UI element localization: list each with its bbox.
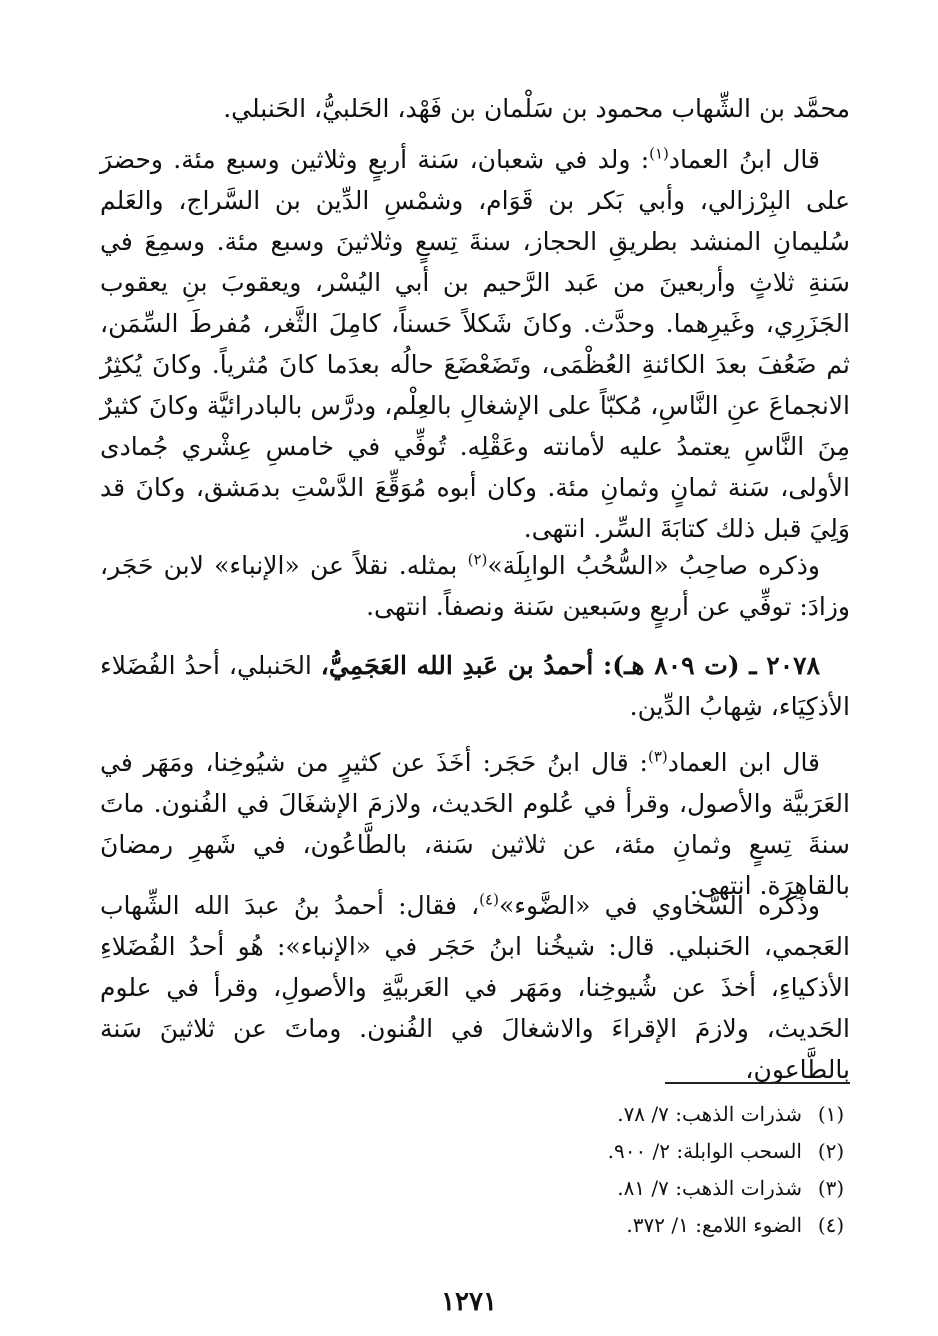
paragraph-text (100, 139, 850, 549)
footnote-text: شذرات الذهب: ٧/ ٨١. (617, 1176, 802, 1200)
footnote-text: السحب الوابلة: ٢/ ٩٠٠. (607, 1139, 802, 1163)
footnote-reference: (٤) (479, 890, 499, 909)
footnote-number: (٤) (817, 1213, 845, 1237)
paragraph-suhub-quote (100, 545, 850, 627)
paragraph-text-part: ، فقال: أحمدُ بنُ عبدَ الله الشِّهاب العَجمي، الحَنبلي. قال: شيخُنا ابنُ حَجَر في «الإنباء»: هُو أحدُ الفُضَلاءِ الأذكياءِ، أخذَ عن شُيوخِنا، ومَهَر في العَربيَّةِ والأصولِ، وقرأ في علوم الحَديث، ولازمَ الإقراءَ والاشغالَ في الفُنون. وماتَ عن ثلاثينَ سَنة بالطَّاعون، (100, 891, 850, 1084)
paragraph-entry-continuation (100, 88, 850, 129)
paragraph-text (100, 742, 850, 906)
entry-description: الحَنبلي، أحدُ الفُضَلاء الأذكِيَاء، شِهابُ الدِّين. (100, 651, 850, 721)
footnote-number: (٣) (817, 1176, 845, 1200)
paragraph-text-part: بمثله. نقلاً عن «الإنباء» لابن حَجَر، وزادَ: توفِّي عن أربعٍ وسَبعين سَنة ونصفاً. انتهى. (100, 551, 850, 621)
paragraph-text-part: وذكره صاحِبُ «السُّحُبُ الوابِلَة» (487, 551, 820, 580)
footnote-number: (٢) (817, 1139, 845, 1163)
footnote-text: الضوء اللامع: ١/ ٣٧٢. (626, 1213, 802, 1237)
paragraph-text-part: : ولد في شعبان، سَنة أربعٍ وثلاثين وسبع مئة. وحضرَ على البِرْزالي، وأبي بَكر بن قَوَام، وشمْسِ الدِّين بن السَّراج، والعَلم سُليمانِ المنشد بطريقِ الحجاز، سنةَ تِسعٍ وثلاثينَ وسبع مئة. وسمِعَ في سَنةِ ثلاثٍ وأربعينَ من عَبد الرَّحيم بن أبي اليُسْر، ويعقوبَ بنِ يعقوب الجَزَرِي، وغَيرِهما. وحدَّث. وكانَ شَكلاً حَسناً، كامِلَ الثَّغر، مُفرطَ السِّمَن، ثم ضَعُفَ بعدَ الكائنةِ العُظْمَى، وتَضَعْضَعَ حالُه بعدَما كانَ مُثرياً. وكانَ يُكثِرُ الانجماعَ عنِ النَّاسِ، مُكبّاً على الإشغالِ بالعِلْم، ودرَّس بالبادرائيَّة وكانَ كثيرٌ مِنَ النَّاسِ يعتمدُ عليه لأمانته وعَقْلِه. تُوفِّي في خامسِ عِشْري جُمادى الأولى، سَنة ثمانٍ وثمانِ مئة. وكان أبوه مُوَقِّعَ الدَّسْتِ بدمَشق، وكانَ قد وَلِيَ قبل ذلك كتابَةَ السِّر. انتهى. (100, 145, 850, 543)
paragraph-text-part: قال ابن العماد (667, 748, 821, 777)
paragraph-text-part: : قال ابنُ حَجَر: أخَذَ عن كثيرٍ من شيُوخِنا، ومَهَر في العَرَبيَّة والأصول، وقرأ في عُلوم الحَديث، ولازمَ الإشغَالَ في الفُنون. ماتَ سنةَ تِسعٍ وثمانِ مئة، عن ثلاثين سَنة، بالطَّاعُون، في شَهرِ رمضانَ بالقاهِرَة. انتهى. (100, 748, 850, 900)
footnote-item (100, 1096, 850, 1133)
page-number: ١٢٧١ (441, 1287, 497, 1317)
footnote-item (100, 1133, 850, 1170)
paragraph-ibn-al-imad-quote (100, 139, 850, 549)
paragraph-text: محمَّد بن الشِّهاب محمود بن سَلْمان بن فَهْد، الحَلبيُّ، الحَنبلي. (223, 94, 850, 123)
paragraph-sakhawi-quote (100, 885, 850, 1090)
footnote-reference: (٣) (647, 747, 668, 766)
footnote-reference: (١) (649, 144, 669, 163)
footnote-divider (665, 1082, 850, 1084)
footnote-item (100, 1207, 850, 1244)
entry-heading: ٢٠٧٨ ـ (ت ٨٠٩ هـ): أحمدُ بن عَبدِ الله العَجَمِيُّ، (320, 651, 820, 680)
footnote-reference: (٢) (467, 550, 488, 569)
paragraph-text (100, 885, 850, 1090)
paragraph-text (100, 545, 850, 627)
footnotes (100, 1096, 850, 1244)
footnote-text: شذرات الذهب: ٧/ ٧٨. (617, 1102, 802, 1126)
footnote-item (100, 1170, 850, 1207)
footnote-number: (١) (817, 1102, 845, 1126)
paragraph-text-part: وذكره السَّخاوي في «الضَّوء» (498, 891, 820, 920)
paragraph-ibn-al-imad-quote-2 (100, 742, 850, 906)
entry-text (100, 645, 850, 727)
entry-2078 (100, 645, 850, 727)
paragraph-text-part: قال ابنُ العماد (668, 145, 820, 174)
